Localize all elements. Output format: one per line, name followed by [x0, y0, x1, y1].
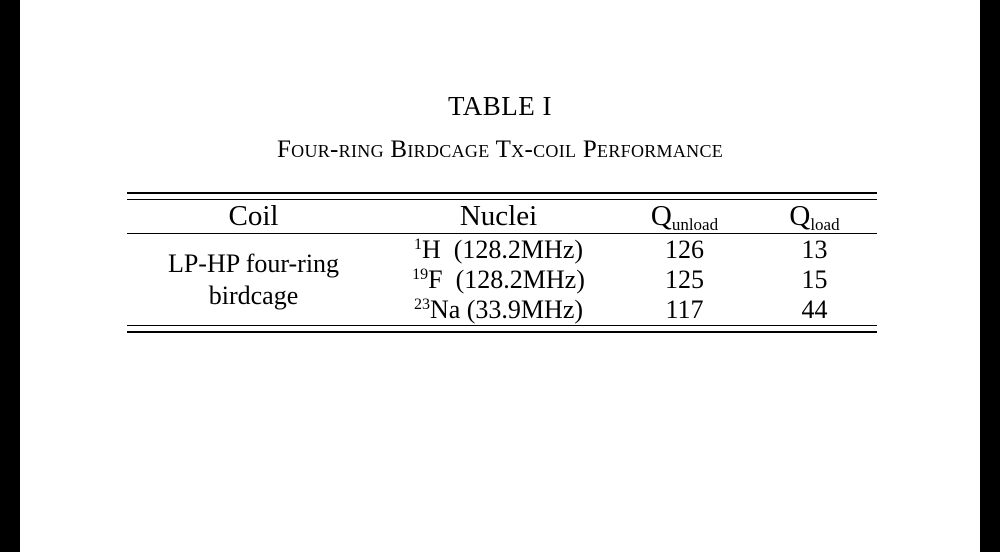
- table-row: [127, 235, 877, 265]
- nuclei-text: H (128.2MHz): [421, 235, 584, 264]
- performance-table: [127, 192, 877, 333]
- nuclei-text: F (128.2MHz): [428, 265, 585, 294]
- table-header-row: [127, 200, 877, 234]
- cell-q-unload-3: 117: [665, 295, 704, 324]
- cell-q-load-1: 13: [801, 235, 828, 264]
- nuclei-superscript: 1: [413, 236, 422, 253]
- nuclei-superscript: 23: [413, 296, 430, 313]
- column-header-q-load: [752, 200, 877, 234]
- cell-q-load-3: 44: [801, 295, 828, 324]
- nuclei-superscript: 19: [412, 266, 429, 283]
- q-load-subscript: load: [810, 215, 840, 234]
- column-header-nuclei: Nuclei: [459, 200, 538, 232]
- column-header-q-unload: [617, 200, 752, 234]
- cell-nuclei-3: [380, 295, 617, 326]
- q-load-symbol: Q: [789, 200, 811, 232]
- cell-q-unload-2: 125: [665, 265, 704, 294]
- q-unload-symbol: Q: [650, 200, 672, 232]
- table-rule-bottom: [127, 326, 877, 333]
- table-title-caption: Four-ring Birdcage Tx-coil Performance: [276, 135, 724, 163]
- cell-nuclei-1: [380, 235, 617, 265]
- q-unload-subscript: unload: [671, 215, 719, 234]
- cell-coil-name: LP-HP four-ring birdcage: [167, 248, 340, 310]
- table-figure: [20, 0, 980, 552]
- cell-q-load-2: 15: [801, 265, 828, 294]
- column-header-coil: Coil: [228, 200, 279, 232]
- cell-nuclei-2: [380, 265, 617, 295]
- nuclei-text: Na (33.9MHz): [429, 295, 584, 324]
- document-page: [20, 0, 980, 552]
- table-number-caption: TABLE I: [447, 91, 553, 121]
- cell-q-unload-1: 126: [665, 235, 704, 264]
